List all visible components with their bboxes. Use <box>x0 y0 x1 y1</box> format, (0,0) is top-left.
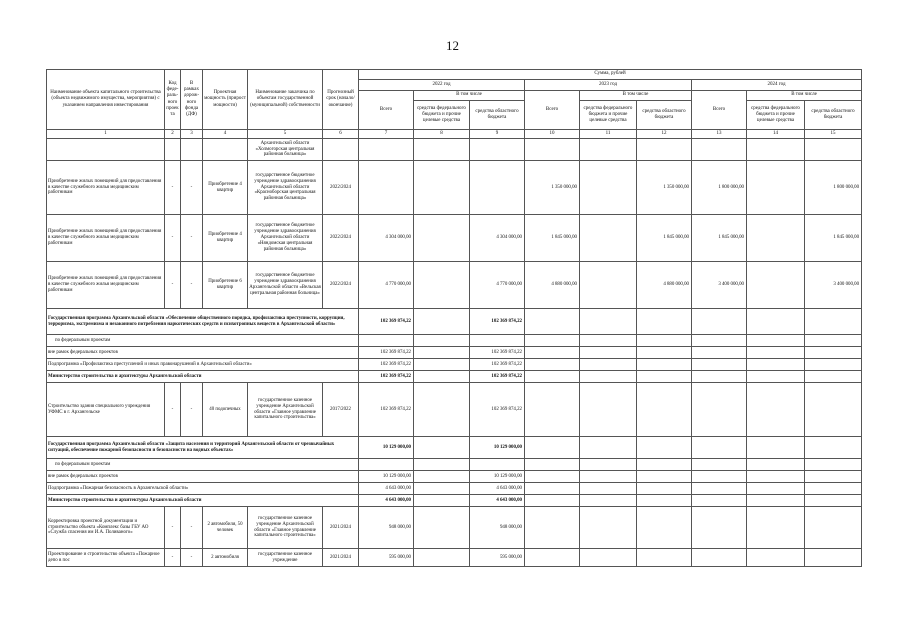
section-title: по федеральным проектам <box>47 335 359 347</box>
table-row <box>47 215 862 262</box>
table-row <box>47 437 862 459</box>
object-name: Проектирование и строительство объекта «Пожарное депо в пос <box>47 549 165 567</box>
section-title: Подпрограмма «Профилактика преступлений и иных правонарушений в Архангельской области» <box>47 359 359 371</box>
amount-cell <box>637 383 692 437</box>
investment-table <box>46 69 862 567</box>
amount-cell <box>359 335 414 347</box>
col-number: 1 <box>47 130 165 139</box>
col-number: 14 <box>747 130 805 139</box>
amount-cell <box>580 549 637 567</box>
term-cell: 2022/2024 <box>323 215 359 262</box>
amount-cell <box>805 483 862 495</box>
amount-cell <box>525 437 580 459</box>
amount-cell: 10 129 000,00 <box>359 471 414 483</box>
col-number: 4 <box>203 130 248 139</box>
code-cell <box>165 139 181 161</box>
section-title: вне рамок федеральных проектов <box>47 347 359 359</box>
amount-cell <box>414 215 470 262</box>
amount-cell: 1 845 000,00 <box>805 215 862 262</box>
amount-cell <box>580 262 637 309</box>
amount-cell <box>525 507 580 549</box>
amount-cell <box>637 359 692 371</box>
amount-cell <box>637 483 692 495</box>
amount-cell <box>470 139 525 161</box>
capacity-cell: 40 подопечных <box>203 383 248 437</box>
header-reg-2022: средства областного бюджета <box>470 101 525 130</box>
amount-cell: 4 643 000,00 <box>470 483 525 495</box>
header-incl-2024: В том числе <box>747 91 862 101</box>
amount-cell <box>747 309 805 335</box>
header-total-2024: Всего <box>692 91 747 130</box>
amount-cell <box>580 495 637 507</box>
section-title: по федеральным проектам <box>47 459 359 471</box>
amount-cell <box>637 507 692 549</box>
amount-cell <box>580 437 637 459</box>
amount-cell <box>805 347 862 359</box>
amount-cell <box>637 459 692 471</box>
amount-cell <box>805 309 862 335</box>
amount-cell <box>692 347 747 359</box>
amount-cell <box>805 549 862 567</box>
road-fund-cell: - <box>181 507 203 549</box>
amount-cell <box>525 371 580 383</box>
amount-cell <box>525 495 580 507</box>
amount-cell: 595 000,00 <box>470 549 525 567</box>
col-number: 15 <box>805 130 862 139</box>
amount-cell: 4 770 000,00 <box>470 262 525 309</box>
header-reg-2023: средства областного бюджета <box>637 101 692 130</box>
amount-cell <box>692 437 747 459</box>
header-fed-2023: средства федерального бюджета и прочие целевые средства <box>580 101 637 130</box>
term-cell: 2022/2024 <box>323 262 359 309</box>
amount-cell: 102 369 874,22 <box>359 371 414 383</box>
col-number: 11 <box>580 130 637 139</box>
capacity-cell: 2 автомобиля, 50 человек <box>203 507 248 549</box>
amount-cell <box>805 495 862 507</box>
amount-cell: 10 129 000,00 <box>470 437 525 459</box>
section-title: Министерство строительства и архитектуры Архангельской области <box>47 495 359 507</box>
table-row <box>47 549 862 567</box>
amount-cell <box>805 371 862 383</box>
amount-cell <box>525 347 580 359</box>
owner-cell: государственное бюджетное учреждение здравоохранения Архангельской области «Красноборская центральная районная больница» <box>248 161 323 215</box>
header-sum: Сумма, рублей <box>359 70 862 80</box>
amount-cell <box>414 383 470 437</box>
amount-cell: 102 369 874,22 <box>359 347 414 359</box>
amount-cell <box>525 139 580 161</box>
amount-cell: 102 369 874,22 <box>470 371 525 383</box>
amount-cell: 4 304 000,00 <box>359 215 414 262</box>
amount-cell <box>747 215 805 262</box>
amount-cell <box>525 459 580 471</box>
amount-cell <box>805 383 862 437</box>
amount-cell <box>637 347 692 359</box>
owner-cell: Архангельской области «Холмогорская центральная районная больница» <box>248 139 323 161</box>
amount-cell: 10 129 000,00 <box>470 471 525 483</box>
amount-cell <box>805 471 862 483</box>
amount-cell <box>470 335 525 347</box>
col-number: 13 <box>692 130 747 139</box>
owner-cell: государственное казенное учреждение Архангельской области «Главное управление капитального строительства» <box>248 507 323 549</box>
amount-cell: 4 880 000,00 <box>525 262 580 309</box>
amount-cell <box>747 383 805 437</box>
owner-cell: государственное казенное учреждение <box>248 549 323 567</box>
amount-cell <box>414 371 470 383</box>
amount-cell: 1 800 000,00 <box>692 161 747 215</box>
col-number: 8 <box>414 130 470 139</box>
road-fund-cell: - <box>181 262 203 309</box>
amount-cell: 102 369 874,22 <box>470 359 525 371</box>
amount-cell <box>580 309 637 335</box>
section-title: Государственная программа Архангельской области «Защита населения и территорий Архангельской области от чрезвычайных ситуаций, обеспечение пожарной безопасности и безопасности на водных объектах» <box>47 437 359 459</box>
amount-cell <box>580 471 637 483</box>
owner-cell: государственное бюджетное учреждение здравоохранения Архангельской области «Вельская центральная районная больница» <box>248 262 323 309</box>
amount-cell <box>637 549 692 567</box>
amount-cell: 1 845 000,00 <box>692 215 747 262</box>
amount-cell <box>692 471 747 483</box>
amount-cell <box>414 437 470 459</box>
amount-cell <box>525 549 580 567</box>
object-name: Строительство здания специального учреждения УФМС в г. Архангельске <box>47 383 165 437</box>
table-row <box>47 309 862 335</box>
amount-cell <box>747 335 805 347</box>
amount-cell: 1 350 000,00 <box>637 161 692 215</box>
table-row <box>47 459 862 471</box>
table-body <box>47 139 862 567</box>
amount-cell <box>692 495 747 507</box>
header-reg-2024: средства областного бюджета <box>805 101 862 130</box>
amount-cell: 3 400 000,00 <box>692 262 747 309</box>
table-row <box>47 507 862 549</box>
amount-cell <box>692 459 747 471</box>
column-number-row <box>47 130 862 139</box>
header-term: Прогнозный срок (начало/окончание) <box>323 70 359 130</box>
col-number: 3 <box>181 130 203 139</box>
col-number: 9 <box>470 130 525 139</box>
amount-cell <box>414 262 470 309</box>
capacity-cell: 2 автомобиля <box>203 549 248 567</box>
capacity-cell: Приобретение 4 квартир <box>203 215 248 262</box>
amount-cell <box>580 383 637 437</box>
amount-cell <box>580 347 637 359</box>
amount-cell <box>692 383 747 437</box>
capacity-cell: Приобретение 6 квартир <box>203 262 248 309</box>
table-row <box>47 359 862 371</box>
amount-cell: 1 800 000,00 <box>805 161 862 215</box>
amount-cell: 1 845 000,00 <box>525 215 580 262</box>
amount-cell <box>805 139 862 161</box>
amount-cell: 4 304 000,00 <box>470 215 525 262</box>
header-year-2022: 2022 год <box>359 80 525 91</box>
amount-cell <box>580 161 637 215</box>
object-name: Приобретение жилых помещений для предоставления в качестве служебного жилья медицинским работникам <box>47 215 165 262</box>
amount-cell <box>747 495 805 507</box>
amount-cell <box>692 371 747 383</box>
table-row <box>47 371 862 383</box>
table-row <box>47 495 862 507</box>
road-fund-cell: - <box>181 215 203 262</box>
amount-cell <box>692 549 747 567</box>
amount-cell: 3 400 000,00 <box>805 262 862 309</box>
amount-cell: 4 643 000,00 <box>359 495 414 507</box>
table-row <box>47 483 862 495</box>
amount-cell <box>414 459 470 471</box>
amount-cell <box>525 359 580 371</box>
term-cell: 2017/2022 <box>323 383 359 437</box>
road-fund-cell <box>181 139 203 161</box>
amount-cell: 102 369 874,22 <box>470 347 525 359</box>
amount-cell <box>692 483 747 495</box>
amount-cell: 1 350 000,00 <box>525 161 580 215</box>
amount-cell <box>580 507 637 549</box>
col-number: 6 <box>323 130 359 139</box>
header-fed-2024: средства федерального бюджета и прочие целевые средства <box>747 101 805 130</box>
amount-cell <box>580 483 637 495</box>
amount-cell <box>692 507 747 549</box>
amount-cell <box>637 437 692 459</box>
amount-cell <box>580 459 637 471</box>
amount-cell <box>525 309 580 335</box>
amount-cell <box>580 359 637 371</box>
amount-cell <box>747 139 805 161</box>
header-code: Код феде-раль-ного проекта <box>165 70 181 130</box>
table-row <box>47 383 862 437</box>
amount-cell <box>525 335 580 347</box>
amount-cell <box>747 359 805 371</box>
code-cell: - <box>165 262 181 309</box>
amount-cell <box>580 335 637 347</box>
amount-cell: 102 369 874,22 <box>359 359 414 371</box>
code-cell: - <box>165 161 181 215</box>
amount-cell: 595 000,00 <box>359 549 414 567</box>
amount-cell <box>414 309 470 335</box>
section-title: Подпрограмма «Пожарная безопасность в Архангельской области» <box>47 483 359 495</box>
amount-cell <box>637 471 692 483</box>
amount-cell <box>692 309 747 335</box>
amount-cell <box>805 507 862 549</box>
amount-cell <box>637 309 692 335</box>
page-number: 12 <box>446 38 459 53</box>
amount-cell <box>747 483 805 495</box>
code-cell: - <box>165 549 181 567</box>
header-road-fund: В рамках дорож-ного фонда (ДФ) <box>181 70 203 130</box>
amount-cell <box>692 359 747 371</box>
amount-cell: 102 369 874,22 <box>359 383 414 437</box>
amount-cell <box>747 549 805 567</box>
header-incl-2023: В том числе <box>580 91 692 101</box>
amount-cell <box>747 161 805 215</box>
header-capacity: Проектная мощность (прирост мощности) <box>203 70 248 130</box>
amount-cell <box>805 335 862 347</box>
amount-cell <box>414 495 470 507</box>
term-cell: 2021/2024 <box>323 549 359 567</box>
amount-cell <box>805 359 862 371</box>
amount-cell <box>747 371 805 383</box>
amount-cell: 10 129 000,00 <box>359 437 414 459</box>
amount-cell <box>414 139 470 161</box>
amount-cell <box>747 507 805 549</box>
table-row <box>47 139 862 161</box>
table-row <box>47 471 862 483</box>
amount-cell: 4 643 000,00 <box>470 495 525 507</box>
table-row <box>47 262 862 309</box>
amount-cell <box>414 507 470 549</box>
amount-cell <box>637 335 692 347</box>
amount-cell <box>692 139 747 161</box>
road-fund-cell: - <box>181 383 203 437</box>
amount-cell: 102 369 874,22 <box>470 383 525 437</box>
section-title: Государственная программа Архангельской области «Обеспечение общественного порядка, профилактика преступности, коррупции, терроризма, экстремизма и незаконного потребления наркотических средств и психотропных веществ в Архангельской области» <box>47 309 359 335</box>
term-cell: 2021/2024 <box>323 507 359 549</box>
capacity-cell <box>203 139 248 161</box>
capacity-cell: Приобретение 4 квартир <box>203 161 248 215</box>
amount-cell <box>470 161 525 215</box>
amount-cell <box>805 459 862 471</box>
amount-cell <box>359 139 414 161</box>
amount-cell <box>525 483 580 495</box>
header-total-2022: Всего <box>359 91 414 130</box>
section-title: вне рамок федеральных проектов <box>47 471 359 483</box>
header-fed-2022: средства федерального бюджета и прочие целевые средства <box>414 101 470 130</box>
object-name <box>47 139 165 161</box>
road-fund-cell: - <box>181 161 203 215</box>
amount-cell <box>414 335 470 347</box>
code-cell: - <box>165 507 181 549</box>
owner-cell: государственное казенное учреждение Архангельской области «Главное управление капитального строительства» <box>248 383 323 437</box>
amount-cell: 948 000,00 <box>470 507 525 549</box>
col-number: 12 <box>637 130 692 139</box>
header-object: Наименование объекта капитального строительства (объекта недвижимого имущества, мероприятия) с указанием направления инвестирования <box>47 70 165 130</box>
header-total-2023: Всего <box>525 91 580 130</box>
amount-cell: 102 369 874,22 <box>470 309 525 335</box>
amount-cell <box>414 483 470 495</box>
col-number: 2 <box>165 130 181 139</box>
table-row <box>47 335 862 347</box>
header-year-2023: 2023 год <box>525 80 692 91</box>
amount-cell <box>359 161 414 215</box>
amount-cell <box>747 471 805 483</box>
table-row <box>47 161 862 215</box>
amount-cell <box>637 495 692 507</box>
header-incl-2022: В том числе <box>414 91 525 101</box>
amount-cell: 102 369 874,22 <box>359 309 414 335</box>
amount-cell <box>580 139 637 161</box>
amount-cell <box>805 437 862 459</box>
amount-cell <box>580 215 637 262</box>
amount-cell: 4 643 000,00 <box>359 483 414 495</box>
term-cell: 2022/2024 <box>323 161 359 215</box>
header-owner: Наименование заказчика по объектам государственной (муниципальной) собственности <box>248 70 323 130</box>
col-number: 5 <box>248 130 323 139</box>
code-cell: - <box>165 215 181 262</box>
amount-cell <box>692 335 747 347</box>
object-name: Приобретение жилых помещений для предоставления в качестве служебного жилья медицинским работникам <box>47 161 165 215</box>
table-header <box>47 70 862 139</box>
owner-cell: государственное бюджетное учреждение здравоохранения Архангельской области «Няндомская центральная районная больница» <box>248 215 323 262</box>
amount-cell <box>414 359 470 371</box>
amount-cell <box>747 262 805 309</box>
term-cell <box>323 139 359 161</box>
amount-cell: 1 845 000,00 <box>637 215 692 262</box>
col-number: 7 <box>359 130 414 139</box>
object-name: Приобретение жилых помещений для предоставления в качестве служебного жилья медицинским работникам <box>47 262 165 309</box>
amount-cell: 4 770 000,00 <box>359 262 414 309</box>
amount-cell <box>637 371 692 383</box>
amount-cell <box>414 471 470 483</box>
road-fund-cell: - <box>181 549 203 567</box>
header-year-2024: 2024 год <box>692 80 862 91</box>
amount-cell <box>470 459 525 471</box>
amount-cell <box>525 471 580 483</box>
amount-cell <box>359 459 414 471</box>
amount-cell <box>747 459 805 471</box>
amount-cell <box>525 383 580 437</box>
section-title: Министерство строительства и архитектуры Архангельской области <box>47 371 359 383</box>
amount-cell <box>747 347 805 359</box>
amount-cell <box>580 371 637 383</box>
object-name: Корректировка проектной документации и строительство объекта «Комплекс базы ГБУ АО «Служба спасения им И.А. Поливаного» <box>47 507 165 549</box>
amount-cell <box>747 437 805 459</box>
amount-cell <box>637 139 692 161</box>
amount-cell <box>414 161 470 215</box>
amount-cell: 4 880 000,00 <box>637 262 692 309</box>
amount-cell <box>414 347 470 359</box>
amount-cell <box>414 549 470 567</box>
col-number: 10 <box>525 130 580 139</box>
amount-cell: 948 000,00 <box>359 507 414 549</box>
code-cell: - <box>165 383 181 437</box>
table-row <box>47 347 862 359</box>
